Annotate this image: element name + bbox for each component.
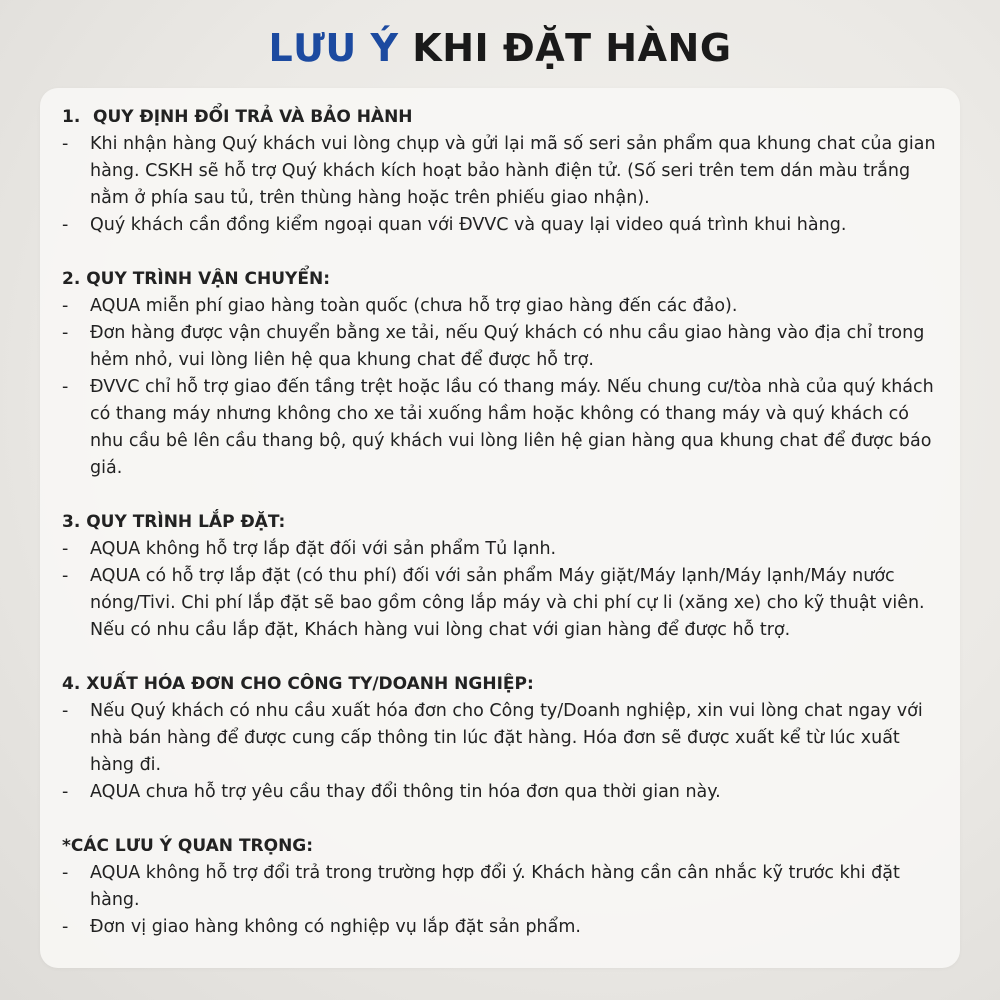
list-item (62, 698, 942, 779)
section-items (62, 698, 942, 806)
list-item-text: Nếu Quý khách có nhu cầu xuất hóa đơn cho Công ty/Doanh nghiệp, xin vui lòng chat ngay với nhà bán hàng để được cung cấp thông tin lúc đặt hàng. Hóa đơn sẽ được xuất kể từ lúc xuất hàng đi. (90, 701, 923, 775)
list-item (62, 131, 942, 212)
dash-bullet: - (62, 215, 69, 235)
list-item-text: Đơn hàng được vận chuyển bằng xe tải, nếu Quý khách có nhu cầu giao hàng vào địa chỉ trong hẻm nhỏ, vui lòng liên hệ qua khung chat để được hỗ trợ. (90, 323, 925, 370)
list-item (62, 914, 942, 941)
section-heading: 3. QUY TRÌNH LẮP ĐẶT: (62, 512, 286, 532)
notice-content (62, 104, 942, 941)
dash-bullet: - (62, 701, 69, 721)
list-item-text: Khi nhận hàng Quý khách vui lòng chụp và gửi lại mã số seri sản phẩm qua khung chat của gian hàng. CSKH sẽ hỗ trợ Quý khách kích hoạt bảo hành điện tử. (Số seri trên tem dán màu trắng nằm ở phía sau tủ, trên thùng hàng hoặc trên phiếu giao nhận). (90, 134, 936, 208)
list-item-text: ĐVVC chỉ hỗ trợ giao đến tầng trệt hoặc lầu có thang máy. Nếu chung cư/tòa nhà của quý khách có thang máy nhưng không cho xe tải xuống hầm hoặc không có thang máy và quý khách có nhu cầu bê lên cầu thang bộ, quý khách vui lòng liên hệ gian hàng qua khung chat để được báo giá. (90, 377, 934, 478)
dash-bullet: - (62, 539, 69, 559)
section-items (62, 860, 942, 941)
section-return-warranty (62, 104, 942, 239)
dash-bullet: - (62, 323, 69, 343)
dash-bullet: - (62, 134, 69, 154)
section-heading (62, 104, 942, 131)
dash-bullet: - (62, 917, 69, 937)
dash-bullet: - (62, 863, 69, 883)
dash-bullet: - (62, 566, 69, 586)
list-item (62, 779, 942, 806)
list-item-text: AQUA có hỗ trợ lắp đặt (có thu phí) đối với sản phẩm Máy giặt/Máy lạnh/Máy lạnh/Máy nước nóng/Tivi. Chi phí lắp đặt sẽ bao gồm công lắp máy và chi phí cự li (xăng xe) cho kỹ thuật viên. Nếu có nhu cầu lắp đặt, Khách hàng vui lòng chat với gian hàng để được hỗ trợ. (90, 566, 925, 640)
section-number: 1. (62, 107, 81, 127)
list-item-text: AQUA không hỗ trợ đổi trả trong trường hợp đổi ý. Khách hàng cần cân nhắc kỹ trước khi đặt hàng. (90, 863, 900, 910)
section-heading: 4. XUẤT HÓA ĐƠN CHO CÔNG TY/DOANH NGHIỆP: (62, 674, 534, 694)
section-heading: 2. QUY TRÌNH VẬN CHUYỂN: (62, 269, 330, 289)
page-title (0, 22, 1000, 74)
section-items (62, 293, 942, 482)
dash-bullet: - (62, 296, 69, 316)
dash-bullet: - (62, 377, 69, 397)
list-item (62, 320, 942, 374)
section-heading: *CÁC LƯU Ý QUAN TRỌNG: (62, 836, 314, 856)
title-accent: LƯU Ý (268, 26, 399, 70)
section-installation (62, 509, 942, 644)
list-item (62, 860, 942, 914)
section-shipping (62, 266, 942, 482)
section-items (62, 131, 942, 239)
dash-bullet: - (62, 782, 69, 802)
list-item (62, 212, 942, 239)
section-heading-text: QUY ĐỊNH ĐỔI TRẢ VÀ BẢO HÀNH (93, 107, 413, 127)
list-item (62, 563, 942, 644)
section-items (62, 536, 942, 644)
list-item (62, 536, 942, 563)
list-item-text: Đơn vị giao hàng không có nghiệp vụ lắp đặt sản phẩm. (90, 917, 581, 937)
title-rest: KHI ĐẶT HÀNG (412, 26, 732, 70)
list-item-text: AQUA không hỗ trợ lắp đặt đối với sản phẩm Tủ lạnh. (90, 539, 557, 559)
list-item (62, 293, 942, 320)
section-important-notes (62, 833, 942, 941)
list-item-text: AQUA chưa hỗ trợ yêu cầu thay đổi thông tin hóa đơn qua thời gian này. (90, 782, 721, 802)
list-item (62, 374, 942, 482)
list-item-text: AQUA miễn phí giao hàng toàn quốc (chưa hỗ trợ giao hàng đến các đảo). (90, 296, 738, 316)
section-invoice (62, 671, 942, 806)
list-item-text: Quý khách cần đồng kiểm ngoại quan với ĐVVC và quay lại video quá trình khui hàng. (90, 215, 847, 235)
